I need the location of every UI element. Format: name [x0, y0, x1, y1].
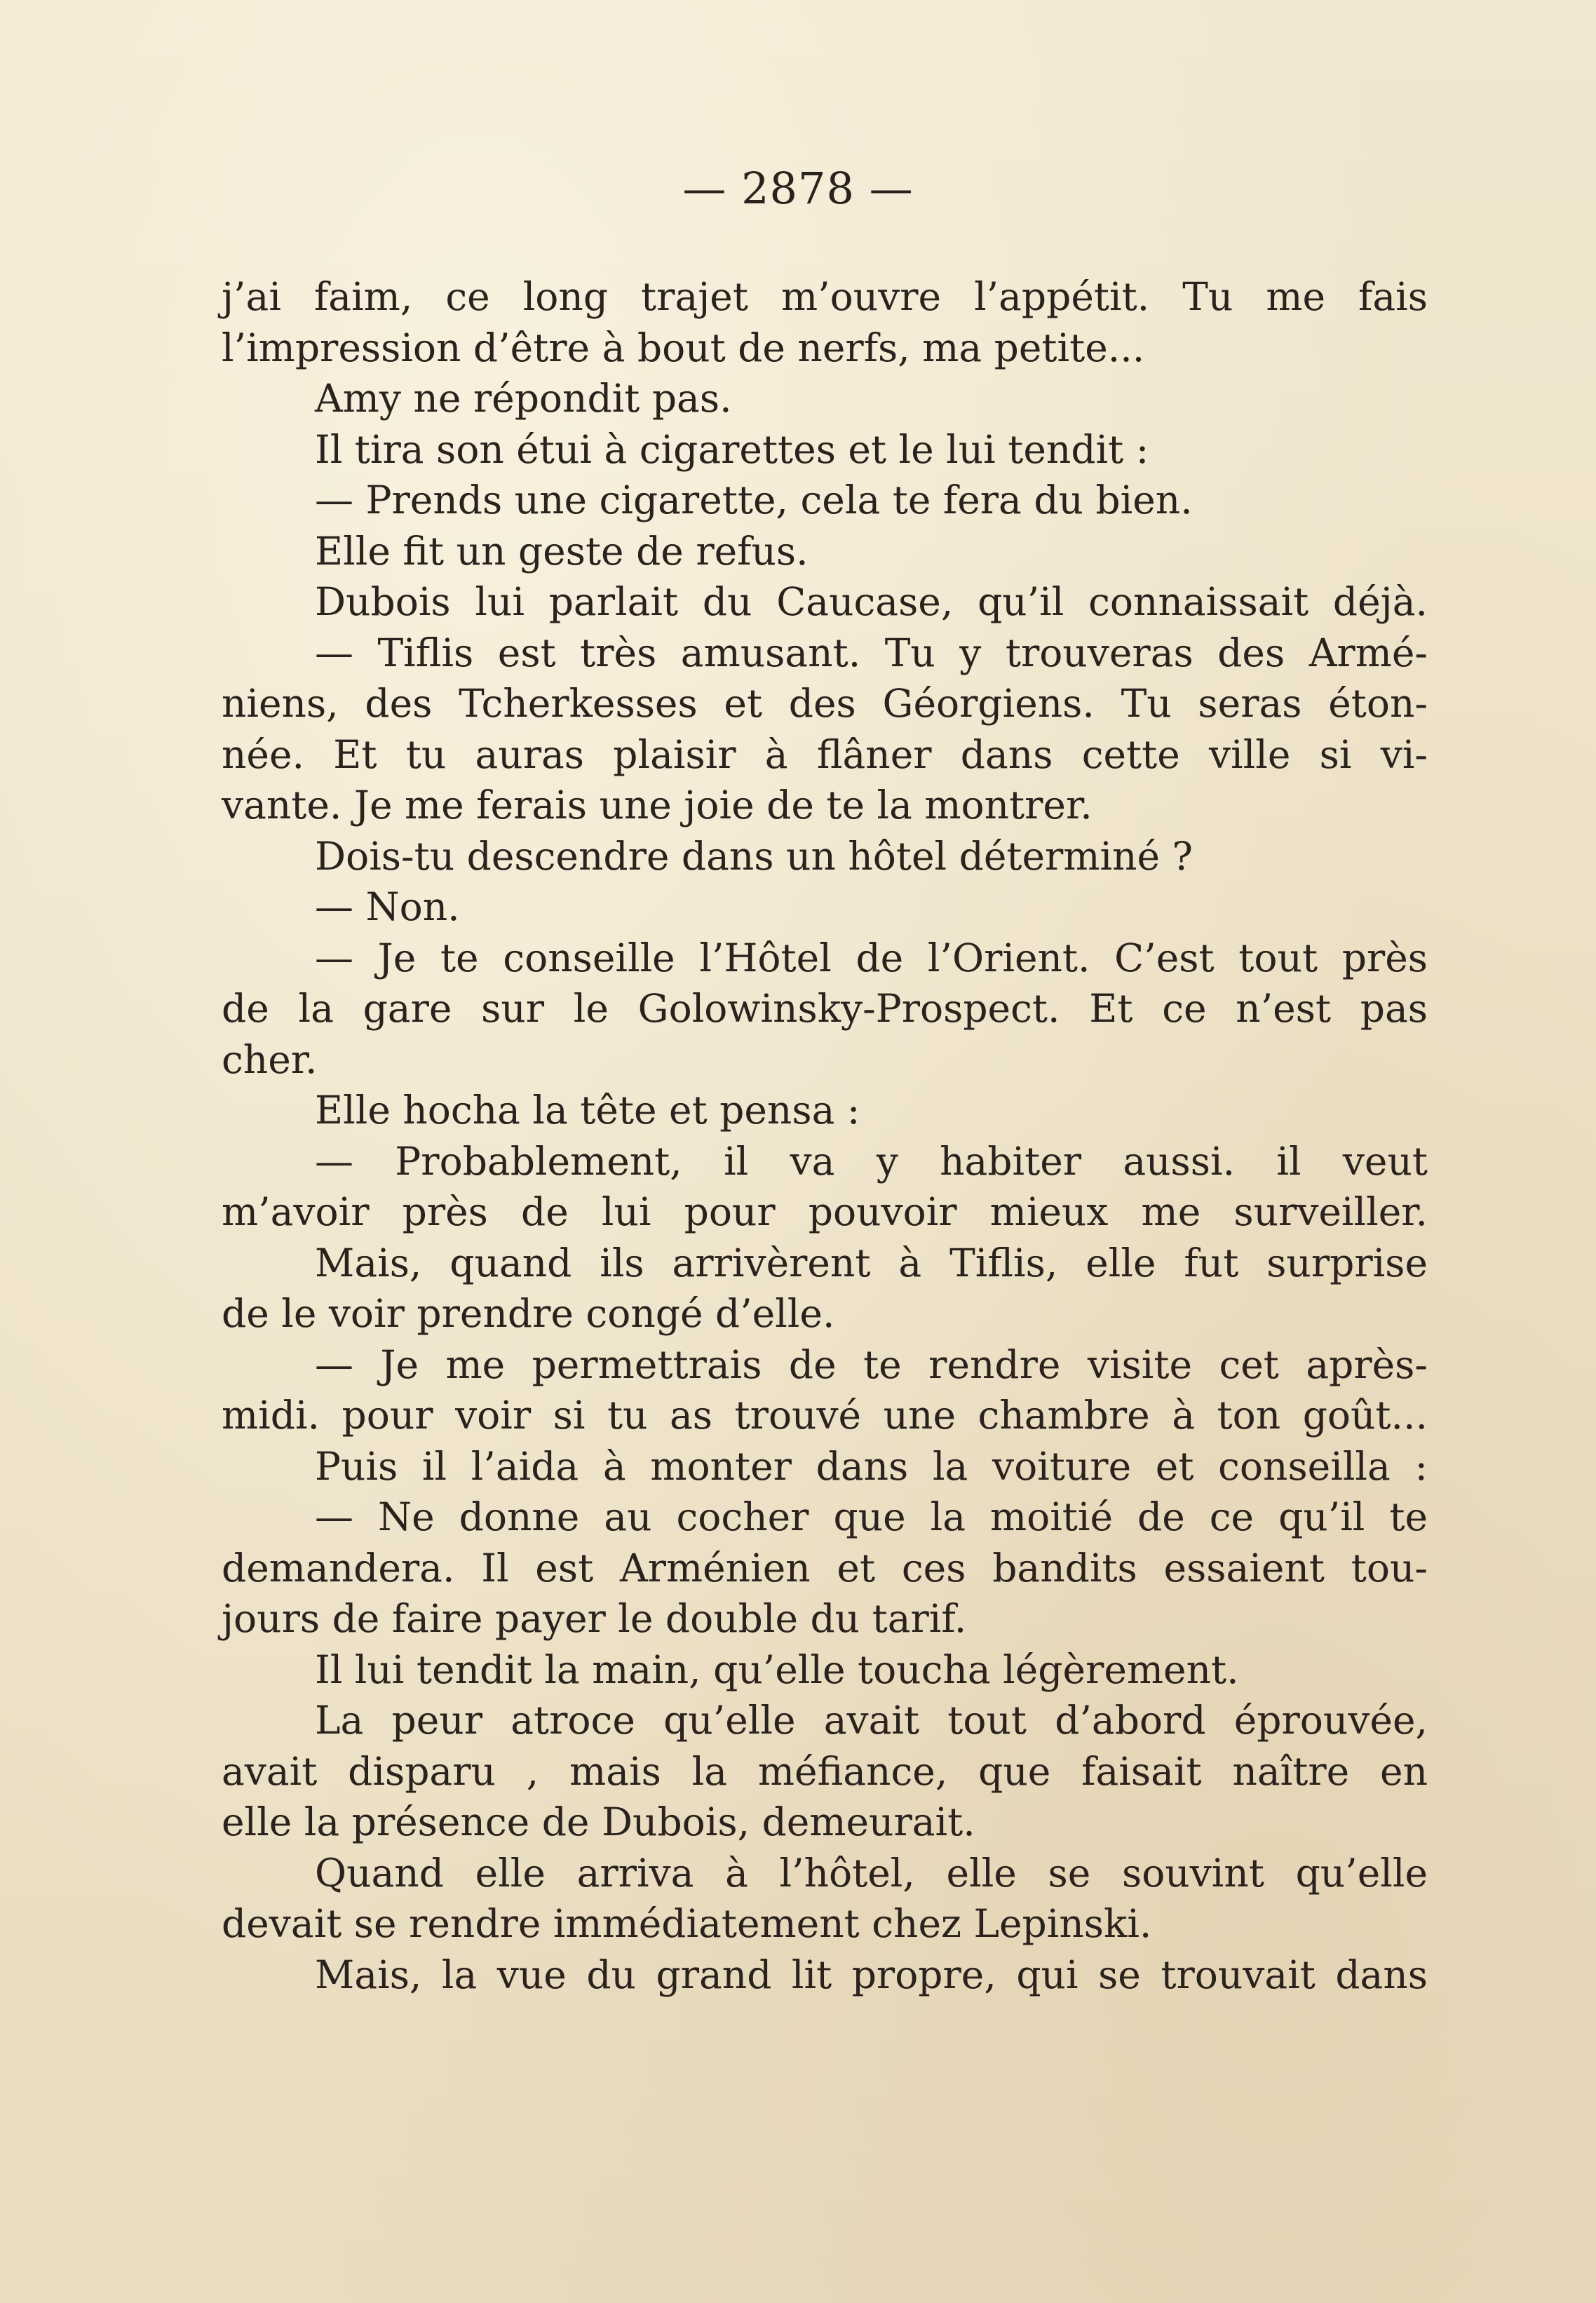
- text-line: Mais, quand ils arrivèrent à Tiflis, elle fut surprise: [315, 1240, 1428, 1285]
- text-line: — Non.: [315, 884, 460, 929]
- text-line: Mais, la vue du grand lit propre, qui se trouvait dans: [315, 1952, 1428, 1997]
- text-line: Il lui tendit la main, qu’elle toucha légèrement.: [315, 1647, 1239, 1692]
- text-line: Quand elle arriva à l’hôtel, elle se souvint qu’elle: [315, 1850, 1428, 1896]
- text-line: — Probablement, il va y habiter aussi. il veut: [315, 1138, 1428, 1184]
- text-line: de la gare sur le Golowinsky-Prospect. Et ce n’est pas: [222, 986, 1428, 1031]
- text-line: vante. Je me ferais une joie de te la montrer.: [222, 783, 1093, 828]
- text-line: Puis il l’aida à monter dans la voiture et conseilla :: [315, 1443, 1428, 1489]
- text-line: m’avoir près de lui pour pouvoir mieux me surveiller.: [222, 1189, 1428, 1234]
- text-line: l’impression d’être à bout de nerfs, ma petite...: [222, 325, 1145, 370]
- text-line: midi. pour voir si tu as trouvé une chambre à ton goût...: [222, 1393, 1428, 1438]
- text-line: de le voir prendre congé d’elle.: [222, 1291, 835, 1336]
- text-line: — Ne donne au cocher que la moitié de ce qu’il te: [315, 1494, 1428, 1539]
- text-line: Elle hocha la tête et pensa :: [315, 1088, 860, 1133]
- text-line: — Je te conseille l’Hôtel de l’Orient. C’est tout près: [315, 935, 1428, 980]
- text-line: La peur atroce qu’elle avait tout d’abord éprouvée,: [315, 1698, 1428, 1743]
- text-line: cher.: [222, 1036, 318, 1082]
- text-line: Il tira son étui à cigarettes et le lui tendit :: [315, 426, 1149, 472]
- body-text: [222, 271, 1428, 2000]
- text-line: Elle fit un geste de refus.: [315, 528, 809, 574]
- text-line: devait se rendre immédiatement chez Lepinski.: [222, 1901, 1152, 1946]
- text-line: j’ai faim, ce long trajet m’ouvre l’appétit. Tu me fais: [222, 274, 1428, 319]
- text-line: Amy ne répondit pas.: [315, 376, 732, 421]
- text-line: — Tiflis est très amusant. Tu y trouveras des Armé-: [315, 630, 1428, 675]
- text-line: avait disparu , mais la méfiance, que faisait naître en: [222, 1748, 1428, 1794]
- text-line: niens, des Tcherkesses et des Géorgiens. Tu seras éton-: [222, 681, 1428, 726]
- text-line: — Je me permettrais de te rendre visite cet après-: [315, 1342, 1428, 1387]
- text-line: demandera. Il est Arménien et ces bandits essaient tou-: [222, 1545, 1428, 1591]
- text-line: elle la présence de Dubois, demeurait.: [222, 1799, 975, 1844]
- text-line: née. Et tu auras plaisir à flâner dans cette ville si vi-: [222, 731, 1428, 777]
- text-line: — Prends une cigarette, cela te fera du bien.: [315, 478, 1193, 522]
- text-line: jours de faire payer le double du tarif.: [222, 1596, 967, 1641]
- text-line: Dubois lui parlait du Caucase, qu’il connaissait déjà.: [315, 579, 1428, 624]
- page-number: — 2878 —: [682, 163, 914, 214]
- text-line: Dois-tu descendre dans un hôtel déterminé ?: [315, 833, 1193, 879]
